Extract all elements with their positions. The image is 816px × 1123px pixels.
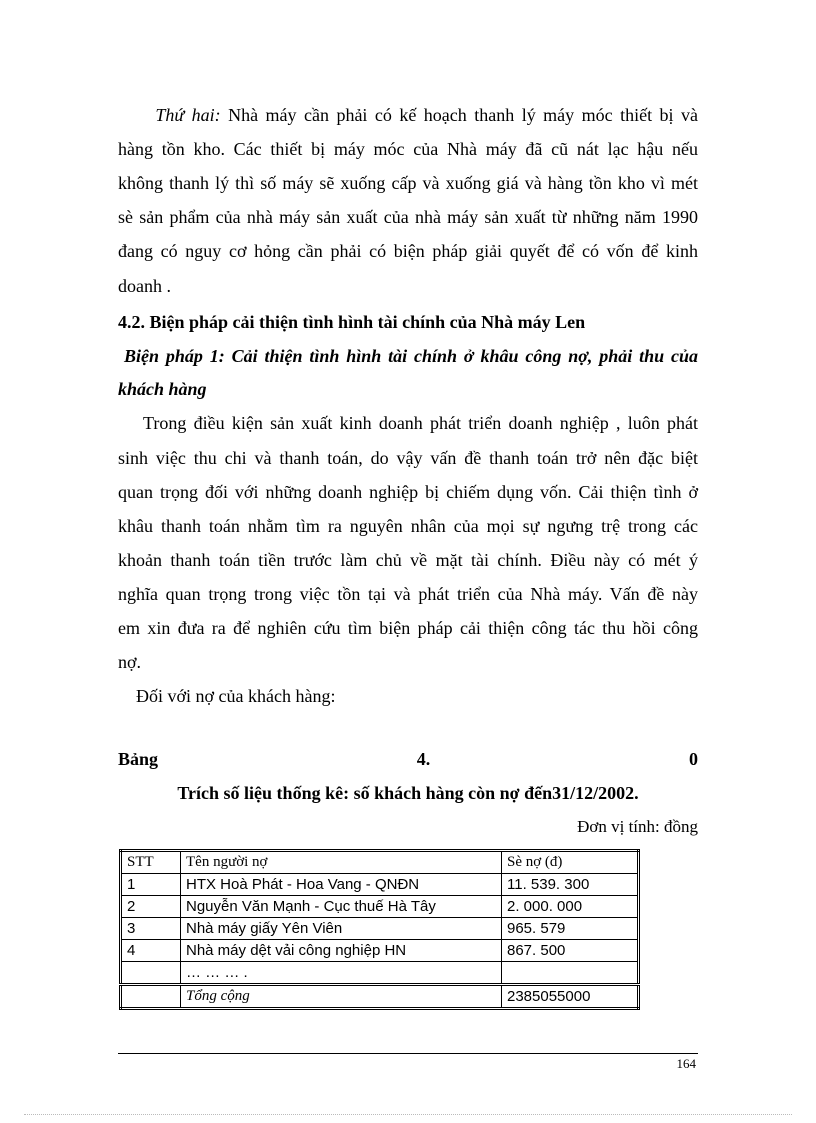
table-header-row <box>121 851 639 874</box>
intro-line: Đối với nợ của khách hàng: <box>136 686 336 706</box>
table-cell: HTX Hoà Phát - Hoa Vang - QNĐN <box>181 874 502 896</box>
table-row <box>121 962 639 985</box>
paragraph-line: Trong điều kiện sản xuất kinh doanh phát triển doanh nghiệp , luôn phát <box>143 413 698 433</box>
table-caption-suffix: 0 <box>689 749 698 769</box>
table-row <box>121 940 639 962</box>
paragraph-text: Nhà máy cần phải có kế hoạch thanh lý máy móc thiết bị và <box>220 105 699 125</box>
table-cell <box>121 985 181 1009</box>
table-cell: 965. 579 <box>502 918 639 940</box>
table-row <box>121 918 639 940</box>
paragraph-line: đang có nguy cơ hỏng cần phải có biện pháp giải quyết để có vốn để kinh <box>118 241 698 261</box>
paragraph-line: sinh việc thu chi và thanh toán, do vậy vấn đề thanh toán trở nên đặc biệt <box>118 448 698 468</box>
table-cell: … … … . <box>181 962 502 985</box>
emphasis-lead: Thứ hai: <box>155 105 221 125</box>
footer-divider <box>118 1053 698 1054</box>
table-total-row <box>121 985 639 1009</box>
paragraph-line: khâu thanh toán nhằm tìm ra nguyên nhân của mọi sự ngưng trệ trong các <box>118 516 698 536</box>
subsection-heading: khách hàng <box>118 379 207 399</box>
table-cell <box>121 962 181 985</box>
table-cell: 4 <box>121 940 181 962</box>
paragraph-line: doanh . <box>118 276 171 296</box>
table-cell: Nhà máy giấy Yên Viên <box>181 918 502 940</box>
paragraph-line: quan trọng đối với những doanh nghiệp bị chiếm dụng vốn. Cải thiện tình ở <box>118 482 698 502</box>
unit-note: Đơn vị tính: đồng <box>577 817 698 836</box>
header-cell: Tên người nợ <box>181 851 502 874</box>
paragraph-line: khoản thanh toán tiền trước làm chủ về mặt tài chính. Điều này có mét ý <box>118 550 698 570</box>
subsection-heading: Biện pháp 1: Cải thiện tình hình tài chính ở khâu công nợ, phải thu của <box>124 346 698 366</box>
debt-table <box>119 849 640 1010</box>
section-heading: 4.2. Biện pháp cải thiện tình hình tài chính của Nhà máy Len <box>118 312 586 332</box>
page-edge-divider <box>24 1114 792 1115</box>
paragraph-line: hàng tồn kho. Các thiết bị máy móc của Nhà máy đã cũ nát lạc hậu nếu <box>118 139 698 159</box>
table-row <box>121 896 639 918</box>
table-cell: 2 <box>121 896 181 918</box>
paragraph-line: sè sản phẩm của nhà máy sản xuất của nhà máy sản xuất từ những năm 1990 <box>118 207 698 227</box>
header-cell: STT <box>121 851 181 874</box>
paragraph-line: nghĩa quan trọng trong việc tồn tại và phát triển của Nhà máy. Vấn đề này <box>118 584 698 604</box>
table-cell: 2. 000. 000 <box>502 896 639 918</box>
table-cell: Nhà máy dệt vải công nghiệp HN <box>181 940 502 962</box>
table-cell: 867. 500 <box>502 940 639 962</box>
table-cell: Nguyễn Văn Mạnh - Cục thuế Hà Tây <box>181 896 502 918</box>
paragraph-line: không thanh lý thì số máy sẽ xuống cấp và xuống giá và hàng tồn kho vì mét <box>118 173 698 193</box>
header-cell: Sè nợ (đ) <box>502 851 639 874</box>
page-number: 164 <box>676 1056 696 1071</box>
table-title: Trích số liệu thống kê: số khách hàng còn nợ đến31/12/2002. <box>177 783 639 803</box>
table-cell: 1 <box>121 874 181 896</box>
table-row <box>121 874 639 896</box>
table-cell: 3 <box>121 918 181 940</box>
total-value: 2385055000 <box>502 985 639 1009</box>
table-caption-word: Bảng <box>118 749 159 769</box>
table-caption-number: 4. <box>416 749 431 769</box>
paragraph-line: nợ. <box>118 652 142 672</box>
paragraph-line: em xin đưa ra để nghiên cứu tìm biện pháp cải thiện công tác thu hồi công <box>118 618 698 638</box>
total-label: Tổng cộng <box>181 985 502 1009</box>
table-cell: 11. 539. 300 <box>502 874 639 896</box>
table-cell <box>502 962 639 985</box>
paragraph-line <box>118 104 698 126</box>
table-caption <box>118 748 698 770</box>
